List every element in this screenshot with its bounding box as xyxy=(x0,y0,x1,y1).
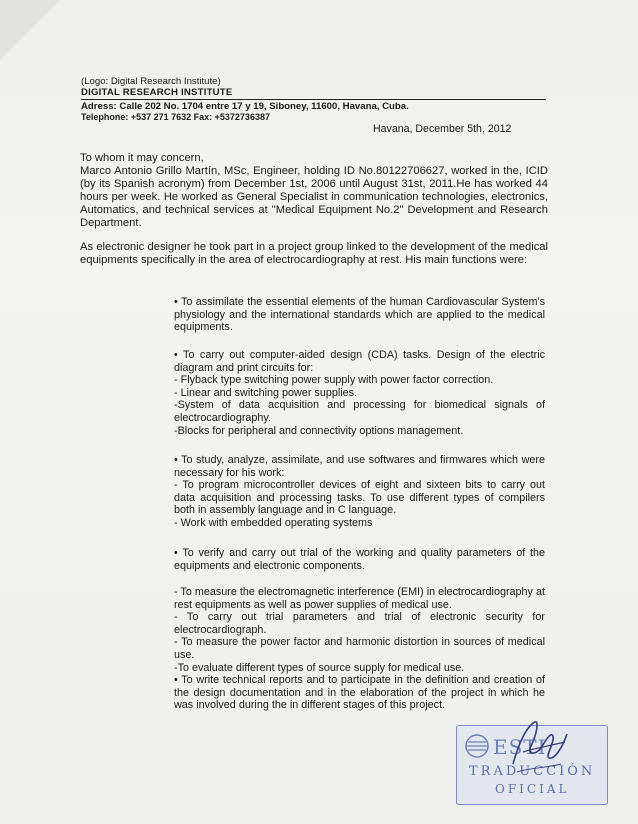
function-1 xyxy=(174,296,545,334)
scan-corner-shadow xyxy=(0,0,60,60)
list-item: - To measure the electromagnetic interference (EMI) in electrocardiography at rest equipments as well as power supplies of medical use. xyxy=(174,586,545,611)
letterhead-rule xyxy=(81,99,546,100)
function-3 xyxy=(174,454,545,530)
list-item: -System of data acquisition and processing for biomedical signals of electrocardiography. xyxy=(174,399,545,424)
list-item: • To write technical reports and to participate in the definition and creation of the design documentation and in the elaboration of the project in which he was involved during the in different stages of this project. xyxy=(174,674,545,712)
letter-intro xyxy=(80,152,548,267)
list-item: -To evaluate different types of source supply for medical use. xyxy=(174,661,465,674)
function-3-title: • To study, analyze, assimilate, and use softwares and firmwares which were necessary for his work: xyxy=(174,454,545,479)
function-4-text: • To verify and carry out trial of the working and quality parameters of the equipments and electronic components. xyxy=(174,547,545,572)
function-5 xyxy=(174,586,545,712)
logo-note: (Logo: Digital Research Institute) xyxy=(81,76,221,87)
stamp-line-2: OFICIAL xyxy=(495,782,570,796)
letter-date: Havana, December 5th, 2012 xyxy=(373,123,512,135)
intro-paragraph-1: Marco Antonio Grillo Martín, MSc, Engineer, holding ID No.80122706627, worked in the, ICID (by its Spanish acronym) from December 1st, 2006 until August 31st, 2011.He has worked 44 hours per week. He worked as General Specialist in communication technologies, electronics, Automatics, and technical services at "Medical Equipment No.2" Development and Research Department. xyxy=(80,165,548,229)
list-item: - Linear and switching power supplies. xyxy=(174,386,358,399)
handwritten-signature xyxy=(505,712,575,782)
function-2-title: • To carry out computer-aided design (CDA) tasks. Design of the electric diagram and print circuits for: xyxy=(174,349,545,374)
list-item: - To carry out trial parameters and trial of electronic security for electrocardiograph. xyxy=(174,611,545,636)
function-2 xyxy=(174,349,545,437)
list-item: - To measure the power factor and harmonic distortion in sources of medical use. xyxy=(174,636,545,661)
function-4 xyxy=(174,547,545,572)
list-item: - Flyback type switching power supply with power factor correction. xyxy=(174,374,494,387)
institute-telephone: Telephone: +537 271 7632 Fax: +5372736387 xyxy=(81,112,270,122)
list-item: - Work with embedded operating systems xyxy=(174,516,373,529)
intro-paragraph-2: As electronic designer he took part in a project group linked to the development of the medical equipments specifically in the area of electrocardiography at rest. His main functions were: xyxy=(80,241,548,266)
letterhead xyxy=(81,76,546,123)
function-1-text: • To assimilate the essential elements of the human Cardiovascular System's physiology and the international standards which are applied to the medical equipments. xyxy=(174,296,545,334)
list-item: -Blocks for peripheral and connectivity options management. xyxy=(174,424,464,437)
institute-name: DIGITAL RESEARCH INSTITUTE xyxy=(81,87,233,98)
greeting: To whom it may concern, xyxy=(80,152,204,164)
institute-address: Adress: Calle 202 No. 1704 entre 17 y 19, Siboney, 11600, Havana, Cuba. xyxy=(81,101,409,112)
list-item: - To program microcontroller devices of eight and sixteen bits to carry out data acquisition and processing tasks. To use different types of compilers both in assembly language and in C language. xyxy=(174,479,545,517)
svg-text:ESTI: ESTI xyxy=(493,735,547,759)
stamp-line-1: TRADUCCIÓN xyxy=(469,764,596,779)
